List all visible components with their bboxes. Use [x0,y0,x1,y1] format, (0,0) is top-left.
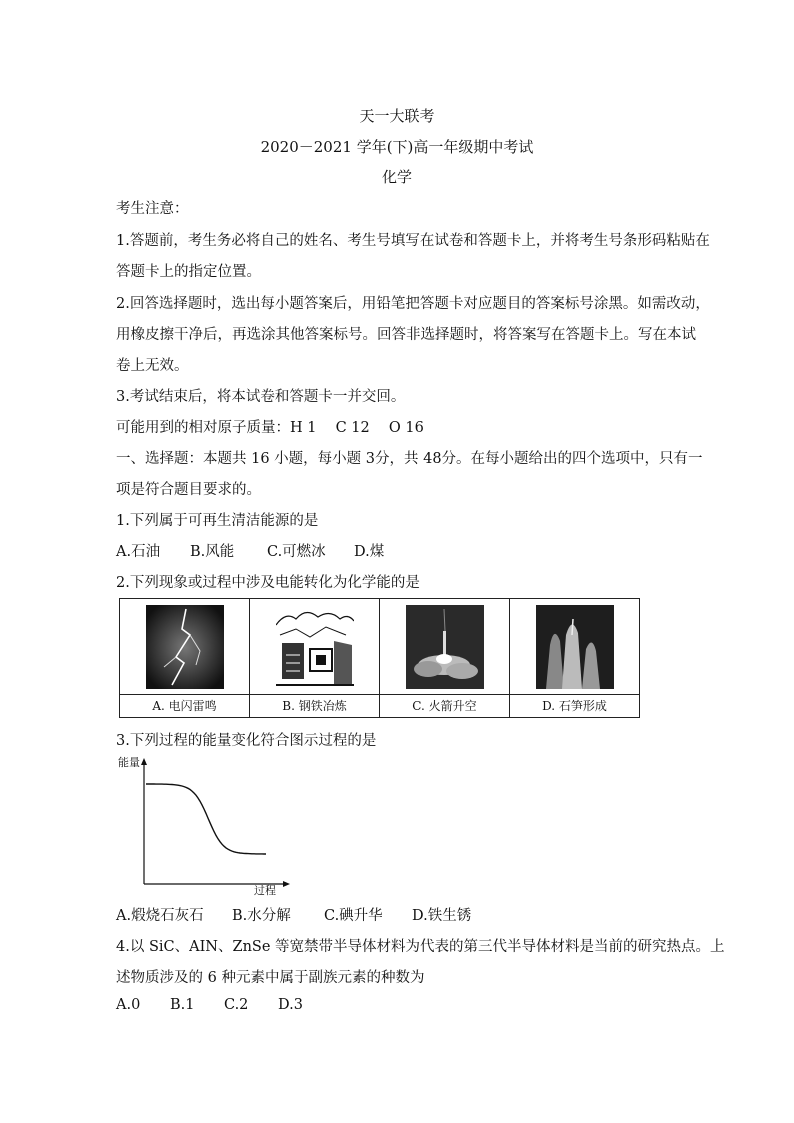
question-3-stem: 3.下列过程的能量变化符合图示过程的是 [116,733,377,749]
caption-b: B. 钢铁冶炼 [250,694,379,717]
question-2-image-table [119,598,640,718]
lightning-image [146,605,224,689]
steel-smelting-image [276,605,354,689]
exam-org-title: 天一大联考 [359,107,435,125]
exam-name: 2020－2021 学年(下)高一年级期中考试 [260,138,534,156]
image-cell-a [120,599,250,717]
energy-diagram-svg [114,756,294,896]
section-heading-cont: 项是符合题目要求的。 [116,482,261,498]
option-d: D.3 [278,997,303,1013]
subject-title: 化学 [381,168,412,186]
notice-item-2-end: 卷上无效。 [116,358,189,374]
option-d: D.铁生锈 [412,908,472,924]
notice-item-1-cont: 答题卡上的指定位置。 [116,264,261,280]
x-axis-label: 过程 [254,884,276,897]
notice-title: 考生注意： [116,201,189,217]
question-1-options [116,540,384,561]
notice-item-1: 1.答题前，考生务必将自己的姓名、考生号填写在试卷和答题卡上，并将考生号条形码粘贴在 [116,233,710,249]
section-heading: 一、选择题：本题共 16 小题，每小题 3分，共 48分。在每小题给出的四个选项中，只有一 [116,451,703,467]
question-4-stem: 4.以 SiC、AIN、ZnSe 等宽禁带半导体材料为代表的第三代半导体材料是当前的研究热点。上 [116,939,725,955]
notice-item-2: 2.回答选择题时，选出每小题答案后，用铅笔把答题卡对应题目的答案标号涂黑。如需改动， [116,296,710,312]
option-d: D.煤 [354,544,385,560]
question-4-stem-cont: 述物质涉及的 6 种元素中属于副族元素的种数为 [116,970,425,986]
image-cell-b [250,599,380,717]
notice-item-3: 3.考试结束后，将本试卷和答题卡一并交回。 [116,389,406,405]
caption-a: A. 电闪雷鸣 [120,694,249,717]
option-b: B.1 [170,997,195,1013]
notice-item-2-cont: 用橡皮擦干净后，再选涂其他答案标号。回答非选择题时，将答案写在答题卡上。写在本试 [116,327,696,343]
option-a: A.0 [116,997,141,1013]
question-2-stem: 2.下列现象或过程中涉及电能转化为化学能的是 [116,575,420,591]
rocket-launch-image [406,605,484,689]
question-4-options [116,997,303,1013]
energy-curve [146,784,266,854]
image-cell-c [380,599,510,717]
question-1-stem: 1.下列属于可再生清洁能源的是 [116,513,319,529]
option-b: B.风能 [190,544,235,560]
stalagmite-image [536,605,614,689]
option-a: A.煅烧石灰石 [116,908,204,924]
image-cell-d [510,599,639,717]
caption-c: C. 火箭升空 [380,694,509,717]
option-b: B.水分解 [232,908,291,924]
energy-diagram [114,756,294,896]
y-axis-label: 能量 [118,756,140,769]
option-c: C.2 [224,997,249,1013]
caption-d: D. 石笋形成 [510,694,639,717]
atomic-mass-line: 可能用到的相对原子质量：H 1 C 12 O 16 [116,420,424,436]
option-c: C.碘升华 [324,908,383,924]
option-a: A.石油 [116,544,161,560]
question-3-options [116,904,471,925]
option-c: C.可燃冰 [267,544,326,560]
